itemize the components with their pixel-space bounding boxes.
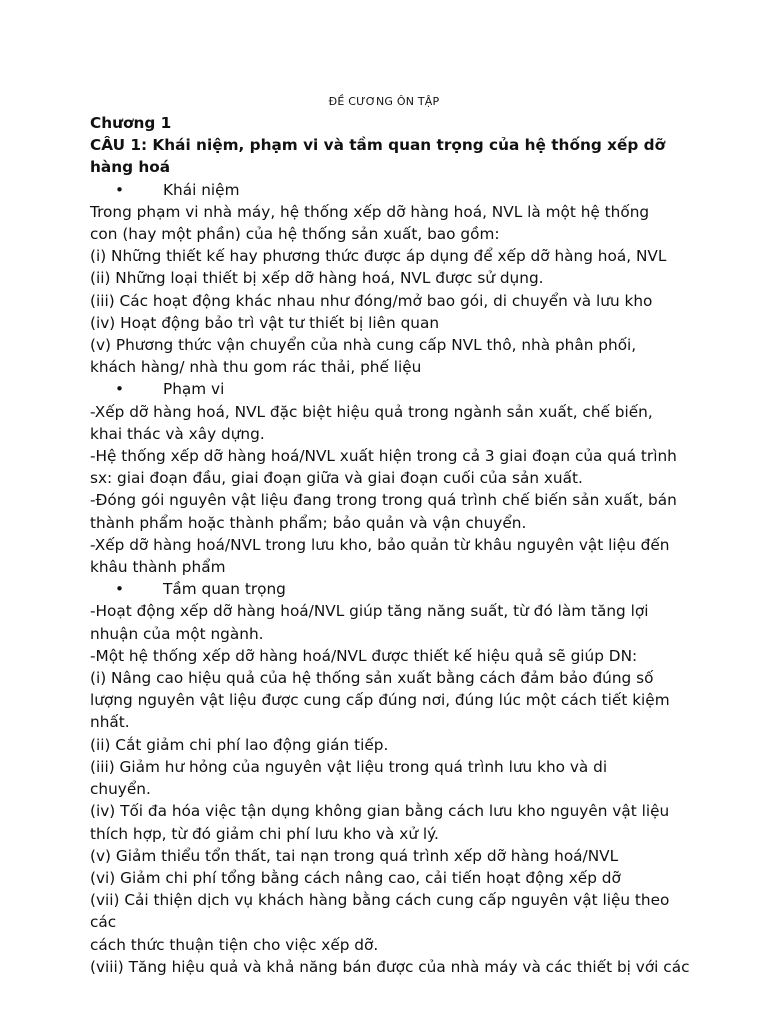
paragraph-line: cách thức thuận tiện cho việc xếp dỡ.	[90, 935, 379, 954]
paragraph-line: (ii) Cắt giảm chi phí lao động gián tiếp.	[90, 735, 389, 754]
paragraph-line: -Hệ thống xếp dỡ hàng hoá/NVL xuất hiện trong cả 3 giai đoạn của quá trình	[90, 447, 677, 466]
paragraph-line: (vii) Cải thiện dịch vụ khách hàng bằng cách cung cấp nguyên vật liệu theo các	[90, 891, 670, 932]
section-heading-label: Phạm vi	[163, 380, 225, 399]
section-heading-khai-niem	[90, 179, 690, 201]
bullet-icon: •	[115, 580, 125, 599]
bullet-icon: •	[115, 180, 125, 199]
question-heading: CÂU 1: Khái niệm, phạm vi và tầm quan trọng của hệ thống xếp dỡ hàng hoá	[90, 136, 666, 177]
paragraph-line: khâu thành phẩm	[90, 558, 226, 577]
document-body	[90, 112, 690, 978]
bullet-icon: •	[115, 380, 125, 399]
paragraph-line: (ii) Những loại thiết bị xếp dỡ hàng hoá, NVL được sử dụng.	[90, 269, 544, 288]
paragraph-line: thích hợp, từ đó giảm chi phí lưu kho và xử lý.	[90, 824, 439, 843]
paragraph-line: nhất.	[90, 713, 130, 732]
section-heading-label: Tầm quan trọng	[163, 580, 286, 599]
paragraph-line: nhuận của một ngành.	[90, 624, 264, 643]
section-heading-pham-vi	[90, 378, 690, 400]
paragraph-line: (viii) Tăng hiệu quả và khả năng bán được của nhà máy và các thiết bị với các	[90, 957, 690, 976]
paragraph-line: -Xếp dỡ hàng hoá/NVL trong lưu kho, bảo quản từ khâu nguyên vật liệu đến	[90, 535, 670, 554]
paragraph-line: khai thác và xây dựng.	[90, 424, 265, 443]
paragraph-line: con (hay một phần) của hệ thống sản xuất, bao gồm:	[90, 225, 500, 244]
paragraph-line: -Đóng gói nguyên vật liệu đang trong trong quá trình chế biến sản xuất, bán	[90, 491, 677, 510]
paragraph-line: -Hoạt động xếp dỡ hàng hoá/NVL giúp tăng năng suất, từ đó làm tăng lợi	[90, 602, 649, 621]
paragraph-line: (v) Phương thức vận chuyển của nhà cung cấp NVL thô, nhà phân phối,	[90, 336, 637, 355]
paragraph-line: chuyển.	[90, 780, 151, 799]
chapter-heading: Chương 1	[90, 114, 172, 132]
paragraph-line: -Một hệ thống xếp dỡ hàng hoá/NVL được thiết kế hiệu quả sẽ giúp DN:	[90, 646, 638, 665]
paragraph-line: thành phẩm hoặc thành phẩm; bảo quản và vận chuyển.	[90, 513, 527, 532]
section-heading-label: Khái niệm	[163, 180, 240, 199]
paragraph-line: lượng nguyên vật liệu được cung cấp đúng nơi, đúng lúc một cách tiết kiệm	[90, 691, 670, 710]
paragraph-line: sx: giai đoạn đầu, giai đoạn giữa và giai đoạn cuối của sản xuất.	[90, 469, 583, 488]
paragraph-line: (v) Giảm thiểu tổn thất, tai nạn trong quá trình xếp dỡ hàng hoá/NVL	[90, 846, 619, 865]
paragraph-line: (i) Nâng cao hiệu quả của hệ thống sản xuất bằng cách đảm bảo đúng số	[90, 669, 654, 688]
document-title: ĐỀ CƯƠNG ÔN TẬP	[328, 95, 440, 108]
paragraph-line: khách hàng/ nhà thu gom rác thải, phế liệu	[90, 358, 422, 377]
paragraph-line: (iii) Giảm hư hỏng của nguyên vật liệu trong quá trình lưu kho và di	[90, 757, 608, 776]
paragraph-line: Trong phạm vi nhà máy, hệ thống xếp dỡ hàng hoá, NVL là một hệ thống	[90, 202, 650, 221]
paragraph-line: (i) Những thiết kế hay phương thức được áp dụng để xếp dỡ hàng hoá, NVL	[90, 247, 667, 266]
paragraph-line: (iv) Tối đa hóa việc tận dụng không gian bằng cách lưu kho nguyên vật liệu	[90, 802, 670, 821]
paragraph-line: -Xếp dỡ hàng hoá, NVL đặc biệt hiệu quả trong ngành sản xuất, chế biến,	[90, 402, 653, 421]
section-heading-tam-quan-trong	[90, 578, 690, 600]
paragraph-line: (iii) Các hoạt động khác nhau như đóng/mở bao gói, di chuyển và lưu kho	[90, 291, 653, 310]
paragraph-line: (iv) Hoạt động bảo trì vật tư thiết bị liên quan	[90, 313, 440, 332]
paragraph-line: (vi) Giảm chi phí tổng bằng cách nâng cao, cải tiến hoạt động xếp dỡ	[90, 868, 621, 887]
